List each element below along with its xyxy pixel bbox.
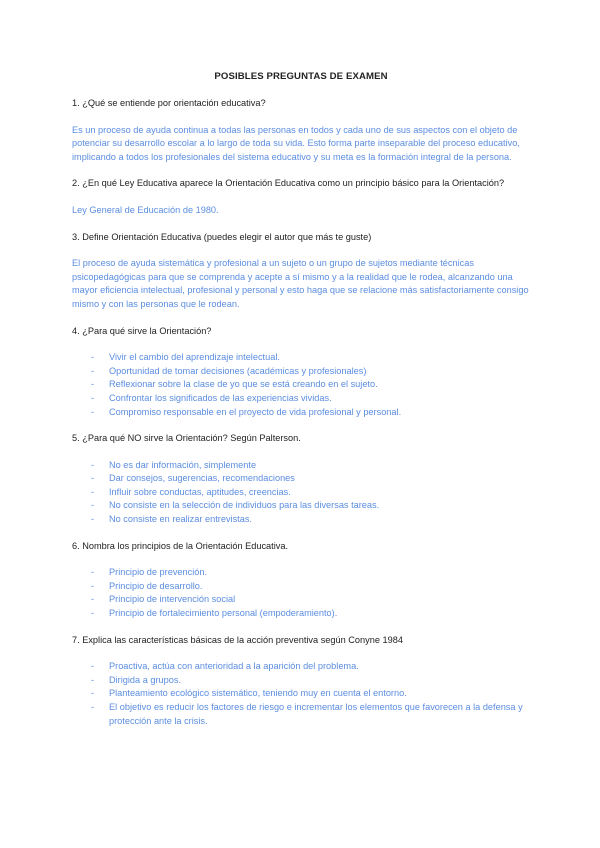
answer-list-4 (72, 351, 530, 419)
list-item (91, 580, 530, 594)
list-item (91, 472, 530, 486)
list-item (91, 660, 530, 674)
list-item-text: El objetivo es reducir los factores de riesgo e incrementar los elementos que favorecen a la defensa y protección ante la crisis. (109, 702, 523, 726)
dash-bullet: - (91, 608, 95, 619)
list-item (91, 365, 530, 379)
question-3: 3. Define Orientación Educativa (puedes elegir el autor que más te guste) (72, 231, 372, 242)
question-1: 1. ¿Qué se entiende por orientación educativa? (72, 98, 266, 108)
dash-bullet: - (91, 473, 95, 484)
question-7: 7. Explica las características básicas de la acción preventiva según Conyne 1984 (72, 634, 403, 645)
dash-bullet: - (91, 379, 95, 390)
dash-bullet: - (91, 688, 95, 699)
list-item (91, 351, 530, 365)
list-item (91, 499, 530, 513)
answer-3: El proceso de ayuda sistemática y profesional a un sujeto o un grupo de sujetos mediante técnicas psicopedagógicas para que se comprenda y acepte a sí mismo y a la realidad que le rodea, alcanzando una mayor eficiencia intelectual, profesional y personal y esto haga que se relacione más satisfactoriamente consigo mismo y con las personas que le rodean. (72, 258, 529, 309)
list-item-text: Vivir el cambio del aprendizaje intelectual. (109, 352, 280, 363)
dash-bullet: - (91, 580, 95, 591)
list-item (91, 607, 530, 621)
list-item-text: Oportunidad de tomar decisiones (académicas y profesionales) (109, 365, 367, 376)
dash-bullet: - (91, 702, 95, 712)
list-item-text: Compromiso responsable en el proyecto de vida profesional y personal. (109, 406, 402, 417)
document-page (72, 70, 530, 741)
answer-1: Es un proceso de ayuda continua a todas las personas en todos y cada uno de sus aspectos con el objeto de potenciar su desarrollo escolar a lo largo de toda su vida. Esto forma parte inseparable del proceso educativo, implicando a todos los profesionales del sistema educativo y su meta es la formación integral de la persona. (72, 124, 520, 162)
list-item-text: No consiste en la selección de individuos para las diversas tareas. (109, 500, 380, 511)
page-title: POSIBLES PREGUNTAS DE EXAMEN (214, 71, 388, 82)
answer-2: Ley General de Educación de 1980. (72, 204, 219, 215)
list-item-text: Confrontar los significados de las experiencias vividas. (109, 392, 332, 403)
list-item-text: Principio de prevención. (109, 567, 208, 578)
dash-bullet: - (91, 594, 95, 605)
dash-bullet: - (91, 406, 95, 417)
dash-bullet: - (91, 661, 95, 672)
answer-list-6 (72, 566, 530, 620)
list-item (91, 687, 530, 701)
list-item-text: Reflexionar sobre la clase de yo que se está creando en el sujeto. (109, 379, 378, 390)
dash-bullet: - (91, 567, 95, 578)
dash-bullet: - (91, 486, 95, 497)
question-2: 2. ¿En qué Ley Educativa aparece la Orientación Educativa como un principio básico para la Orientación? (72, 178, 505, 189)
dash-bullet: - (91, 459, 95, 470)
list-item (91, 513, 530, 527)
dash-bullet: - (91, 352, 95, 363)
list-item (91, 674, 530, 688)
list-item (91, 566, 530, 580)
list-item (91, 459, 530, 473)
list-item-text: Planteamiento ecológico sistemático, teniendo muy en cuenta el entorno. (109, 688, 407, 699)
list-item (91, 486, 530, 500)
list-item-text: Proactiva, actúa con anterioridad a la aparición del problema. (109, 661, 359, 672)
list-item-text: Principio de intervención social (109, 594, 236, 605)
list-item-text: Principio de desarrollo. (109, 580, 203, 591)
list-item (91, 406, 530, 420)
dash-bullet: - (91, 365, 95, 376)
question-6: 6. Nombra los principios de la Orientación Educativa. (72, 540, 289, 551)
dash-bullet: - (91, 514, 95, 525)
list-item (91, 593, 530, 607)
question-4: 4. ¿Para qué sirve la Orientación? (72, 325, 212, 336)
question-5: 5. ¿Para qué NO sirve la Orientación? Según Palterson. (72, 433, 301, 444)
list-item-text: Dar consejos, sugerencias, recomendaciones (109, 473, 295, 484)
dash-bullet: - (91, 392, 95, 403)
list-item-text: Principio de fortalecimiento personal (empoderamiento). (109, 608, 338, 619)
answer-list-7 (72, 660, 530, 728)
list-item-text: No consiste en realizar entrevistas. (109, 514, 252, 525)
list-item (91, 378, 530, 392)
list-item (91, 701, 530, 728)
answer-list-5 (72, 459, 530, 527)
dash-bullet: - (91, 500, 95, 511)
list-item-text: Dirigida a grupos. (109, 674, 182, 685)
list-item (91, 392, 530, 406)
list-item-text: Influir sobre conductas, aptitudes, creencias. (109, 486, 291, 497)
list-item-text: No es dar información, simplemente (109, 459, 257, 470)
dash-bullet: - (91, 674, 95, 685)
